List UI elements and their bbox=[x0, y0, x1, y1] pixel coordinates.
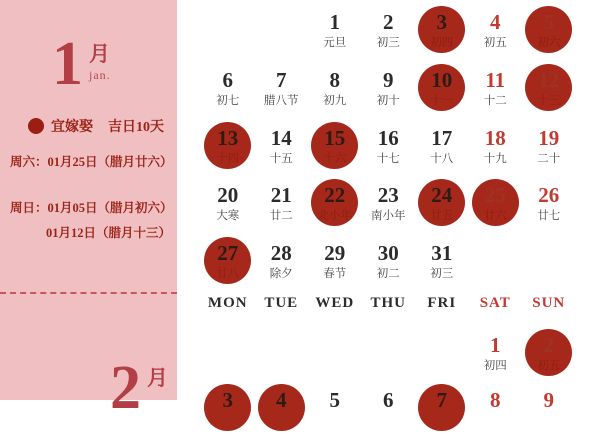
day-number: 11 bbox=[485, 67, 506, 92]
day-cell bbox=[522, 175, 576, 233]
day-number: 12 bbox=[538, 67, 560, 92]
day-lunar-label: 十八 bbox=[430, 152, 454, 165]
empty-cell bbox=[522, 233, 576, 291]
january-calendar-grid bbox=[201, 2, 576, 291]
day-number: 6 bbox=[222, 67, 233, 92]
day-cell bbox=[522, 2, 576, 60]
day-cell bbox=[308, 2, 362, 60]
day-number: 18 bbox=[484, 125, 506, 150]
day-cell bbox=[308, 380, 362, 435]
saturday-dates-line: 周六：01月25日（腊月廿六） bbox=[10, 155, 173, 169]
day-cell bbox=[522, 325, 576, 380]
day-lunar-label: 初五 bbox=[537, 360, 561, 372]
sunday-dates-line-1: 周日：01月05日（腊月初六） bbox=[10, 201, 173, 215]
day-number: 29 bbox=[324, 241, 346, 266]
day-number: 25 bbox=[484, 183, 506, 208]
day-number: 20 bbox=[217, 183, 239, 208]
empty-cell bbox=[255, 2, 309, 60]
month-abbreviation: jan. bbox=[89, 68, 111, 82]
day-cell bbox=[522, 380, 576, 435]
month-unit-character: 月 bbox=[89, 42, 110, 66]
day-lunar-label: 廿六 bbox=[483, 210, 507, 223]
day-lunar-label: 除夕 bbox=[269, 268, 293, 281]
day-lunar-label: 二十 bbox=[537, 152, 561, 165]
day-number: 4 bbox=[276, 388, 287, 412]
day-number: 5 bbox=[543, 10, 554, 34]
day-number: 24 bbox=[431, 183, 453, 208]
day-cell bbox=[201, 118, 255, 176]
day-cell bbox=[522, 60, 576, 118]
day-lunar-label: 元旦 bbox=[323, 37, 347, 49]
day-cell bbox=[415, 2, 469, 60]
day-cell bbox=[415, 60, 469, 118]
dashed-divider bbox=[0, 292, 177, 294]
day-lunar-label: 十一 bbox=[430, 94, 454, 107]
weekday-wed: WED bbox=[315, 295, 355, 311]
day-number: 5 bbox=[329, 388, 340, 412]
day-cell bbox=[362, 233, 416, 291]
day-number: 9 bbox=[383, 67, 394, 92]
day-number: 8 bbox=[490, 388, 501, 412]
sunday-dates-line-2: 01月12日（腊月十三） bbox=[46, 226, 172, 240]
month-number: 2 bbox=[110, 354, 141, 422]
day-cell bbox=[201, 60, 255, 118]
day-lunar-label: 十二 bbox=[483, 94, 507, 107]
day-cell bbox=[362, 118, 416, 176]
day-number: 3 bbox=[222, 388, 233, 412]
day-lunar-label: 廿五 bbox=[430, 210, 454, 223]
day-cell bbox=[415, 118, 469, 176]
day-cell bbox=[415, 233, 469, 291]
day-lunar-label: 十七 bbox=[376, 152, 400, 165]
month-sidebar bbox=[0, 0, 177, 422]
day-cell bbox=[255, 60, 309, 118]
day-number: 26 bbox=[538, 183, 560, 208]
day-cell bbox=[362, 380, 416, 435]
month-unit-character: 月 bbox=[147, 366, 168, 390]
day-lunar-label: 南小年 bbox=[371, 210, 406, 223]
day-cell bbox=[255, 380, 309, 435]
day-number: 19 bbox=[538, 125, 560, 150]
day-cell bbox=[255, 175, 309, 233]
day-number: 16 bbox=[377, 125, 399, 150]
day-cell bbox=[362, 60, 416, 118]
day-lunar-label: 大寒 bbox=[216, 210, 240, 223]
empty-cell bbox=[362, 325, 416, 380]
day-cell bbox=[308, 233, 362, 291]
day-lunar-label: 十五 bbox=[269, 152, 293, 165]
day-cell bbox=[415, 175, 469, 233]
day-number: 22 bbox=[324, 183, 346, 208]
day-cell bbox=[201, 233, 255, 291]
day-number: 7 bbox=[276, 67, 287, 92]
month-header-february bbox=[110, 354, 168, 422]
empty-cell bbox=[469, 233, 523, 291]
day-lunar-label: 初四 bbox=[430, 37, 454, 49]
day-cell bbox=[415, 380, 469, 435]
day-cell bbox=[255, 233, 309, 291]
day-lunar-label: 初六 bbox=[537, 37, 561, 49]
weekday-sat: SAT bbox=[479, 295, 511, 311]
day-number: 1 bbox=[490, 333, 501, 357]
day-cell bbox=[469, 380, 523, 435]
day-number: 8 bbox=[329, 67, 340, 92]
empty-cell bbox=[201, 2, 255, 60]
day-number: 2 bbox=[383, 10, 394, 34]
legend-label: 宜嫁娶 bbox=[51, 120, 93, 135]
day-cell bbox=[522, 118, 576, 176]
day-number: 30 bbox=[377, 241, 399, 266]
month-header-january bbox=[52, 30, 111, 98]
weekday-mon: MON bbox=[207, 295, 248, 311]
day-cell bbox=[469, 325, 523, 380]
day-cell bbox=[255, 118, 309, 176]
day-lunar-label: 北小年 bbox=[317, 210, 352, 223]
day-lunar-label: 初七 bbox=[216, 94, 240, 107]
month-number: 1 bbox=[52, 30, 83, 98]
day-lunar-label: 十六 bbox=[323, 152, 347, 165]
day-number: 21 bbox=[270, 183, 292, 208]
day-number: 4 bbox=[490, 10, 501, 34]
day-number: 13 bbox=[217, 125, 239, 150]
day-number: 10 bbox=[431, 67, 453, 92]
day-lunar-label: 初三 bbox=[376, 37, 400, 49]
weekday-tue: TUE bbox=[264, 295, 299, 311]
empty-cell bbox=[308, 325, 362, 380]
auspicious-legend bbox=[28, 116, 178, 136]
day-lunar-label: 十四 bbox=[216, 152, 240, 165]
day-cell bbox=[469, 118, 523, 176]
day-cell bbox=[308, 60, 362, 118]
day-lunar-label: 初九 bbox=[323, 94, 347, 107]
day-number: 3 bbox=[436, 10, 447, 34]
day-cell bbox=[362, 2, 416, 60]
day-number: 15 bbox=[324, 125, 346, 150]
day-lunar-label: 十九 bbox=[483, 152, 507, 165]
day-lunar-label: 廿七 bbox=[537, 210, 561, 223]
day-cell bbox=[469, 60, 523, 118]
day-number: 31 bbox=[431, 241, 453, 266]
weekday-thu: THU bbox=[370, 295, 406, 311]
day-number: 28 bbox=[270, 241, 292, 266]
day-cell bbox=[201, 175, 255, 233]
day-cell bbox=[308, 118, 362, 176]
day-number: 23 bbox=[377, 183, 399, 208]
february-calendar-grid bbox=[201, 325, 576, 435]
day-number: 27 bbox=[217, 241, 239, 266]
legend-dot-icon bbox=[28, 118, 44, 134]
day-lunar-label: 腊八节 bbox=[264, 94, 299, 107]
day-number: 9 bbox=[543, 388, 554, 412]
empty-cell bbox=[201, 325, 255, 380]
day-cell bbox=[362, 175, 416, 233]
day-number: 14 bbox=[270, 125, 292, 150]
day-number: 7 bbox=[436, 388, 447, 412]
day-cell bbox=[308, 175, 362, 233]
empty-cell bbox=[255, 325, 309, 380]
day-number: 1 bbox=[329, 10, 340, 34]
day-number: 6 bbox=[383, 388, 394, 412]
day-cell bbox=[469, 175, 523, 233]
weekday-sun: SUN bbox=[532, 295, 566, 311]
day-lunar-label: 廿八 bbox=[216, 268, 240, 281]
weekday-header-row bbox=[201, 294, 576, 312]
day-number: 2 bbox=[543, 333, 554, 357]
weekday-fri: FRI bbox=[427, 295, 457, 311]
day-lunar-label: 春节 bbox=[323, 268, 347, 281]
legend-count: 吉日10天 bbox=[108, 120, 164, 135]
day-lunar-label: 初十 bbox=[376, 94, 400, 107]
day-number: 17 bbox=[431, 125, 453, 150]
empty-cell bbox=[415, 325, 469, 380]
day-lunar-label: 初三 bbox=[430, 268, 454, 281]
day-lunar-label: 十三 bbox=[537, 94, 561, 107]
day-lunar-label: 初五 bbox=[483, 37, 507, 49]
day-cell bbox=[201, 380, 255, 435]
day-lunar-label: 廿二 bbox=[269, 210, 293, 223]
day-lunar-label: 初二 bbox=[376, 268, 400, 281]
day-cell bbox=[469, 2, 523, 60]
day-lunar-label: 初四 bbox=[483, 360, 507, 372]
